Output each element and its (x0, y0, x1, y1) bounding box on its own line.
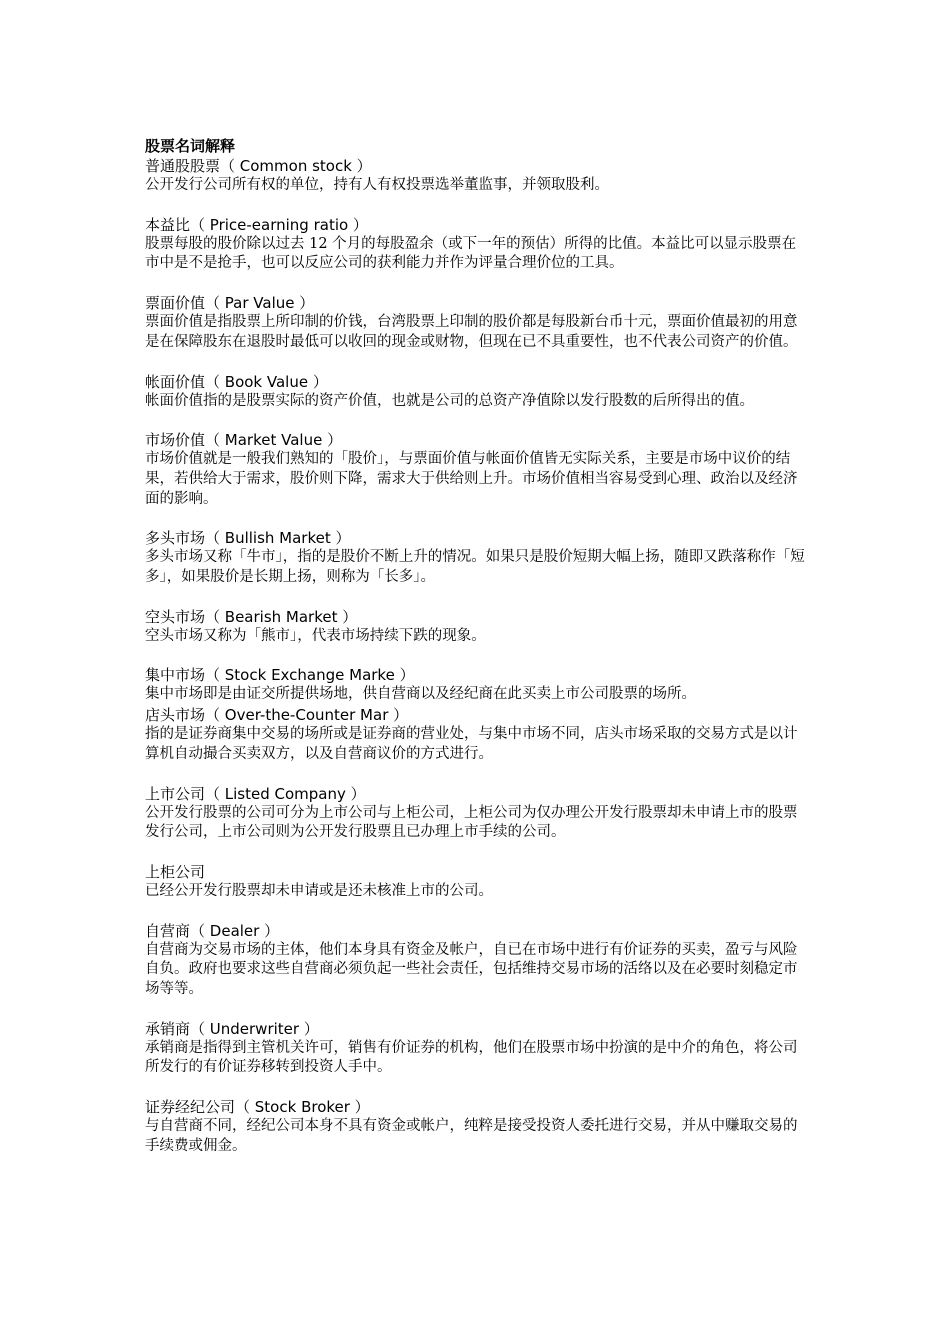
glossary-entry-stock-exchange-market (145, 665, 810, 705)
glossary-entry-book-value (145, 372, 810, 412)
term-heading (145, 862, 810, 882)
term-definition: 票面价值是指股票上所印制的价钱，台湾股票上印制的股价都是每股新台币十元，票面价值最初的用意是在保障股东在退股时最低可以收回的现金或财物，但现在已不具重要性，也不代表公司资产的价值。 (145, 314, 798, 350)
term-zh: 多头市场 (145, 529, 206, 548)
term-zh: 票面价值 (145, 294, 206, 313)
glossary-entry-common-stock (145, 156, 810, 196)
glossary-entry-listed-company (145, 784, 810, 843)
term-zh: 上柜公司 (145, 862, 206, 881)
term-heading (145, 1019, 810, 1039)
glossary-entry-par-value (145, 293, 810, 352)
term-definition: 市场价值就是一般我们熟知的「股价」，与票面价值与帐面价值皆无实际关系，主要是市场中议价的结果，若供给大于需求，股价则下降，需求大于供给则上升。市场价值相当容易受到心理、政治以及经济面的影响。 (145, 451, 798, 507)
term-definition: 帐面价值指的是股票实际的资产价值，也就是公司的总资产净值除以发行股数的后所得出的值。 (145, 392, 754, 409)
term-heading (145, 372, 810, 392)
term-definition: 公开发行股票的公司可分为上市公司与上柜公司，上柜公司为仅办理公开发行股票却未申请上市的股票发行公司，上市公司则为公开发行股票且已办理上市手续的公司。 (145, 804, 798, 841)
term-en: （ Underwriter ） (190, 1019, 319, 1038)
term-definition: 多头市场又称「牛市」，指的是股价不断上升的情况。如果只是股价短期大幅上扬，随即又跌落称作「短多」，如果股价是长期上扬，则称为「长多」。 (145, 549, 805, 586)
term-en: （ Book Value ） (205, 372, 328, 391)
term-heading (145, 784, 810, 804)
term-zh: 上市公司 (145, 784, 206, 803)
term-en: （ Price-earning ratio ） (190, 215, 368, 234)
term-definition: 自营商为交易市场的主体，他们本身具有资金及帐户，自已在市场中进行有价证券的买卖，盈亏与风险自负。政府也要求这些自营商必须负起一些社会责任，包括维持交易市场的活络以及在必要时刻稳定市场等等。 (145, 941, 798, 998)
document-page (145, 136, 810, 1176)
term-en: （ Dealer ） (190, 921, 280, 940)
glossary-entry-underwriter (145, 1019, 810, 1078)
term-heading (145, 921, 810, 941)
glossary-entry-pe-ratio (145, 215, 810, 274)
term-zh: 集中市场 (145, 666, 206, 685)
term-zh: 店头市场 (145, 706, 206, 725)
term-heading (145, 705, 810, 725)
term-zh: 承销商 (145, 1019, 191, 1038)
term-zh: 证券经纪公司 (145, 1098, 236, 1117)
term-zh: 自营商 (145, 921, 191, 940)
document-title: 股票名词解释 (145, 137, 236, 155)
term-en: （ Stock Broker ） (235, 1098, 370, 1117)
term-definition: 空头市场又称为「熊市」，代表市场持续下跌的现象。 (145, 627, 486, 644)
term-definition: 指的是证券商集中交易的场所或是证券商的营业处，与集中市场不同，店头市场采取的交易方式是以计算机自动撮合买卖双方，以及自营商议价的方式进行。 (145, 726, 798, 762)
term-zh: 本益比 (145, 215, 191, 234)
term-heading (145, 293, 810, 313)
term-heading (145, 607, 810, 627)
term-definition: 公开发行公司所有权的单位，持有人有权投票选举董监事，并领取股利。 (145, 177, 609, 193)
term-heading (145, 665, 810, 685)
glossary-entry-bearish-market (145, 607, 810, 647)
term-heading (145, 1097, 810, 1117)
term-definition: 与自营商不同，经纪公司本身不具有资金或帐户，纯粹是接受投资人委托进行交易，并从中赚取交易的手续费或佣金。 (145, 1118, 798, 1154)
term-zh: 普通股股票 (145, 157, 221, 175)
term-definition: 股票每股的股价除以过去 12 个月的每股盈余（或下一年的预估）所得的比值。本益比可以显示股票在市中是不是抢手，也可以反应公司的获利能力并作为评量合理价位的工具。 (145, 235, 797, 272)
term-en: （ Over-the-Counter Mar ） (205, 706, 409, 725)
term-en: （ Listed Company ） (205, 784, 366, 803)
glossary-entry-otc-market (145, 705, 810, 764)
term-heading (145, 215, 810, 235)
term-en: （ Market Value ） (205, 431, 343, 450)
term-en: （ Stock Exchange Marke ） (205, 666, 415, 685)
term-heading (145, 528, 810, 548)
term-heading (145, 430, 810, 450)
term-en: （ Par Value ） (205, 294, 315, 313)
glossary-entry-stock-broker (145, 1097, 810, 1156)
glossary-entry-dealer (145, 921, 810, 1000)
term-zh: 帐面价值 (145, 372, 206, 391)
term-zh: 市场价值 (145, 431, 206, 450)
term-definition: 承销商是指得到主管机关许可，销售有价证券的机构，他们在股票市场中扮演的是中介的角色，将公司所发行的有价证券移转到投资人手中。 (145, 1039, 798, 1076)
term-zh: 空头市场 (145, 607, 206, 626)
term-definition: 集中市场即是由证交所提供场地，供自营商以及经纪商在此买卖上市公司股票的场所。 (145, 686, 696, 703)
term-heading (145, 156, 810, 176)
term-en: （ Bearish Market ） (205, 607, 358, 626)
term-en: （ Bullish Market ） (205, 529, 351, 548)
glossary-entry-bullish-market (145, 528, 810, 587)
term-definition: 已经公开发行股票却未申请或是还未核准上市的公司。 (145, 882, 493, 899)
term-en: （ Common stock ） (220, 157, 372, 175)
glossary-entry-market-value (145, 430, 810, 509)
glossary-entry-otc-company (145, 862, 810, 902)
